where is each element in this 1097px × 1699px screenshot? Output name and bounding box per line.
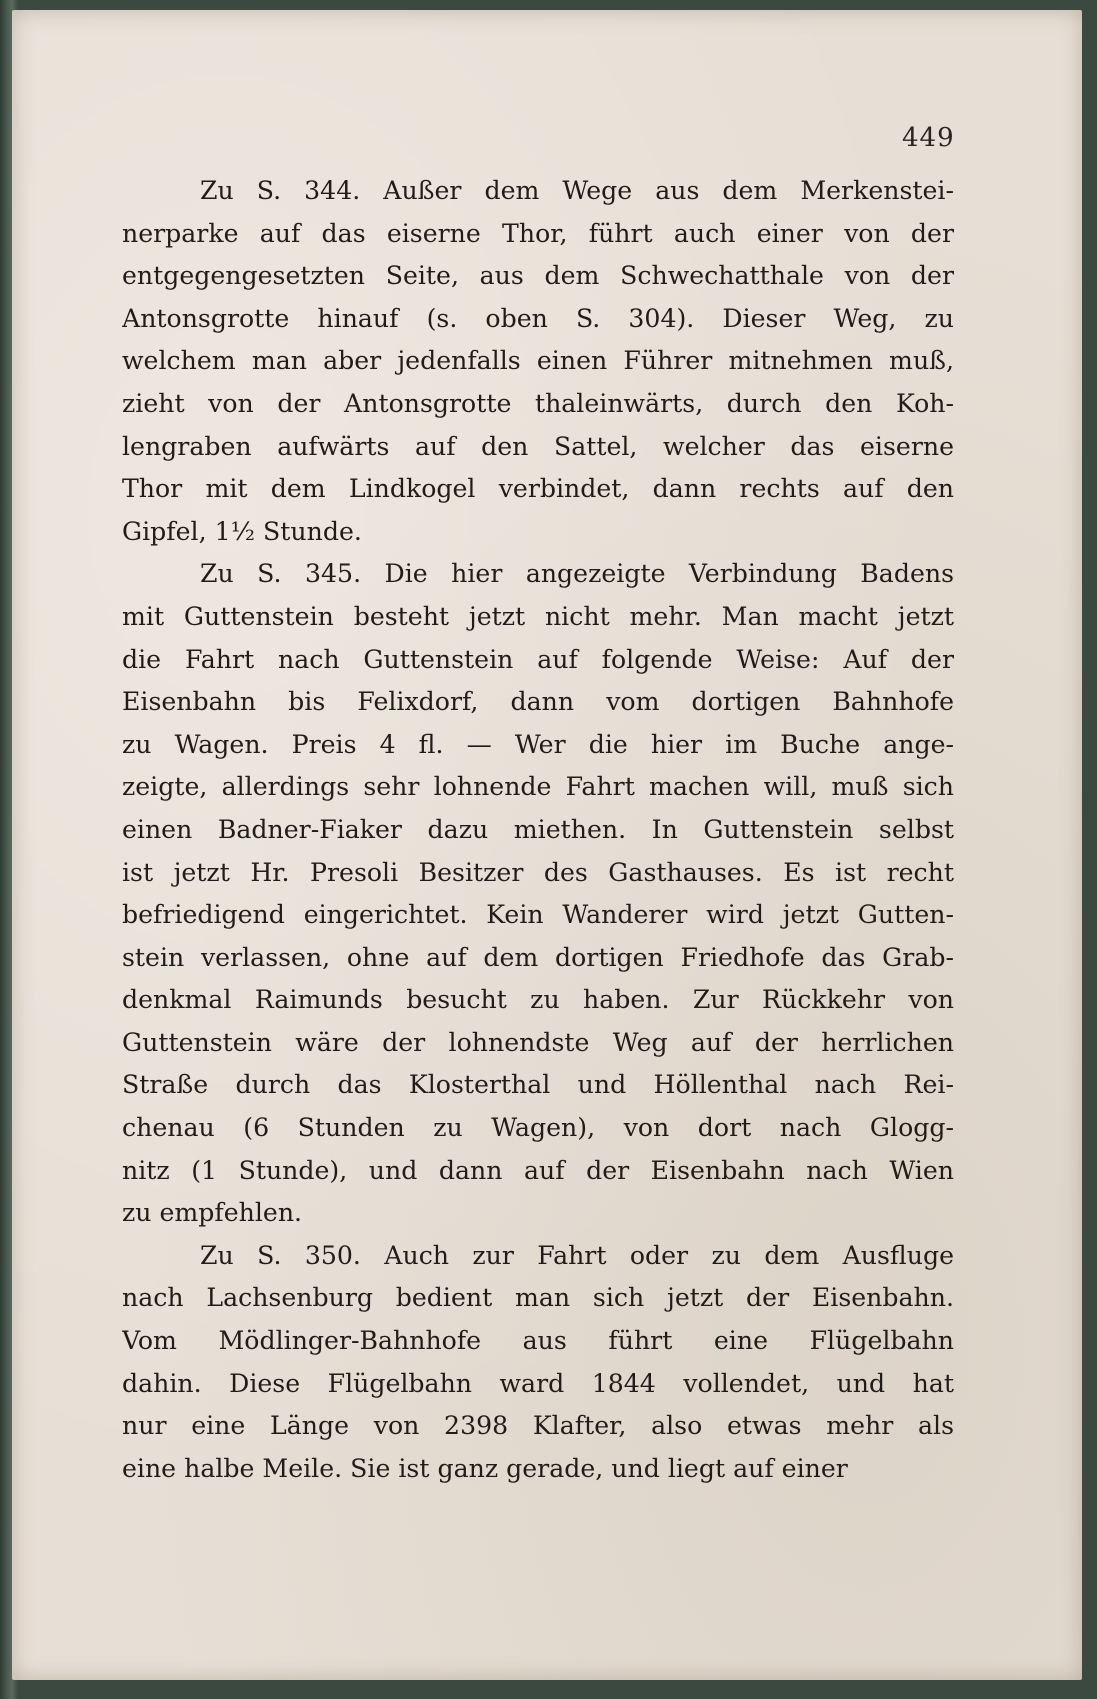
- text-line: mit Guttenstein besteht jetzt nicht mehr. Man macht jetzt: [122, 601, 954, 631]
- text-line: einen Badner-Fiaker dazu miethen. In Guttenstein selbst: [122, 814, 954, 844]
- text-line: zieht von der Antonsgrotte thaleinwärts, durch den Koh-: [122, 388, 954, 418]
- text-line: nach Lachsenburg bedient man sich jetzt der Eisenbahn.: [122, 1283, 954, 1313]
- text-line: zu empfehlen.: [122, 1198, 303, 1228]
- text-line: denkmal Raimunds besucht zu haben. Zur Rückkehr von: [122, 985, 954, 1015]
- text-line: nitz (1 Stunde), und dann auf der Eisenbahn nach Wien: [122, 1155, 954, 1185]
- text-line: nerparke auf das eiserne Thor, führt auch einer von der: [122, 218, 954, 248]
- text-line: Guttenstein wäre der lohnendste Weg auf der herrlichen: [122, 1027, 954, 1057]
- text-line: Thor mit dem Lindkogel verbindet, dann rechts auf den: [122, 474, 954, 504]
- text-line: Vom Mödlinger-Bahnhofe aus führt eine Flügelbahn: [122, 1326, 954, 1356]
- text-line: Eisenbahn bis Felixdorf, dann vom dortigen Bahnhofe: [122, 687, 954, 717]
- text-line: nur eine Länge von 2398 Klafter, also etwas mehr als: [122, 1411, 954, 1441]
- paragraph: [122, 553, 954, 1235]
- text-line: entgegengesetzten Seite, aus dem Schwechatthale von der: [122, 261, 954, 291]
- text-line: Zu S. 344. Außer dem Wege aus dem Merkenstei-: [200, 176, 954, 205]
- paragraph: [122, 1235, 954, 1491]
- text-line: chenau (6 Stunden zu Wagen), von dort nach Glogg-: [122, 1113, 954, 1143]
- text-line: Gipfel, 1½ Stunde.: [122, 516, 362, 546]
- book-page: [12, 10, 1082, 1680]
- text-line: ist jetzt Hr. Presoli Besitzer des Gasthauses. Es ist recht: [122, 857, 954, 887]
- text-line: zeigte, allerdings sehr lohnende Fahrt machen will, muß sich: [122, 772, 954, 802]
- text-line: welchem man aber jedenfalls einen Führer mitnehmen muß,: [122, 346, 954, 376]
- text-line: Zu S. 350. Auch zur Fahrt oder zu dem Ausfluge: [200, 1240, 954, 1270]
- page-number: 449: [902, 123, 955, 153]
- text-line: eine halbe Meile. Sie ist ganz gerade, und liegt auf einer: [122, 1453, 848, 1483]
- text-line: Straße durch das Klosterthal und Höllenthal nach Rei-: [122, 1070, 954, 1100]
- text-line: lengraben aufwärts auf den Sattel, welcher das eiserne: [122, 431, 954, 461]
- text-line: befriedigend eingerichtet. Kein Wanderer wird jetzt Gutten-: [122, 900, 954, 930]
- text-line: dahin. Diese Flügelbahn ward 1844 vollendet, und hat: [122, 1368, 954, 1398]
- text-line: Antonsgrotte hinauf (s. oben S. 304). Dieser Weg, zu: [122, 303, 954, 333]
- text-line: stein verlassen, ohne auf dem dortigen Friedhofe das Grab-: [122, 942, 954, 972]
- text-line: Zu S. 345. Die hier angezeigte Verbindung Badens: [200, 559, 954, 589]
- paragraph: [122, 170, 954, 553]
- text-line: zu Wagen. Preis 4 fl. — Wer die hier im Buche ange-: [122, 729, 954, 759]
- text-line: die Fahrt nach Guttenstein auf folgende Weise: Auf der: [122, 644, 954, 674]
- body-text: [122, 170, 954, 1490]
